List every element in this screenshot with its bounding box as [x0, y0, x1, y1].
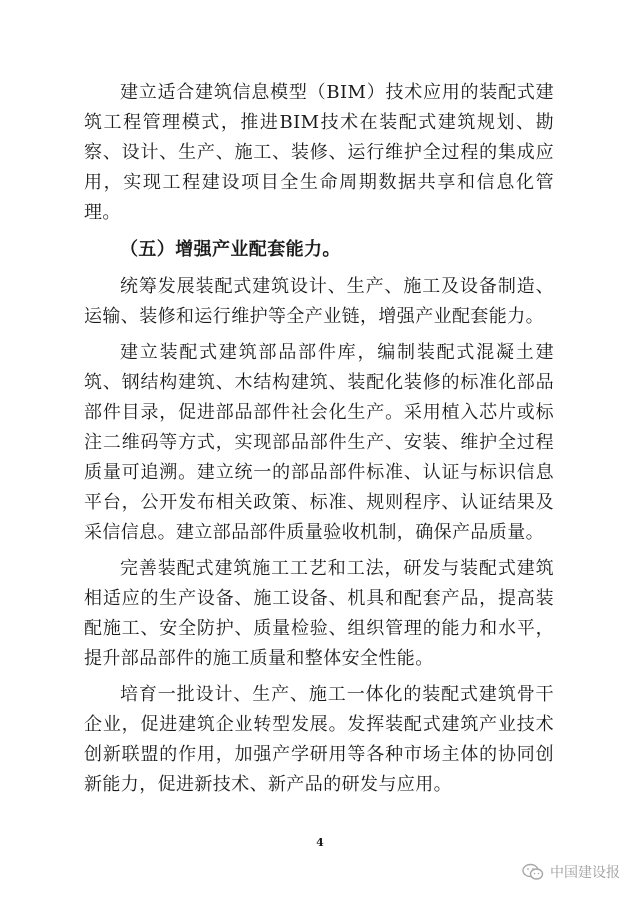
wechat-icon [522, 863, 544, 881]
paragraph-bim-management: 建立适合建筑信息模型（BIM）技术应用的装配式建筑工程管理模式，推进BIM技术在装配式建筑规划、勘察、设计、生产、施工、装修、运行维护全过程的集成应用，实现工程建设项目全生命周期数据共享和信息化管理。 [84, 82, 554, 223]
paragraph-component-library: 建立装配式建筑部品部件库，编制装配式混凝土建筑、钢结构建筑、木结构建筑、装配化装修的标准化部品部件目录，促进部品部件社会化生产。采用植入芯片或标注二维码等方式，实现部品部件生产、安装、维护全过程质量可追溯。建立统一的部品部件标准、认证与标识信息平台，公开发布相关政策、标准、规则程序、认证结果及采信信息。建立部品部件质量验收机制，确保产品质量。 [84, 342, 554, 543]
document-body [84, 78, 554, 800]
paragraph-construction-process: 完善装配式建筑施工工艺和工法，研发与装配式建筑相适应的生产设备、施工设备、机具和配套产品，提高装配施工、安全防护、质量检验、组织管理的能力和水平，提升部品部件的施工质量和整体安全性能。 [84, 558, 554, 669]
watermark-text: 中国建设报 [550, 865, 620, 881]
source-watermark [522, 862, 620, 882]
page-number: 4 [316, 836, 324, 849]
paragraph-industry-chain: 统筹发展装配式建筑设计、生产、施工及设备制造、运输、装修和运行维护等全产业链，增强产业配套能力。 [84, 276, 554, 327]
paragraph-backbone-enterprises: 培育一批设计、生产、施工一体化的装配式建筑骨干企业，促进建筑企业转型发展。发挥装配式建筑产业技术创新联盟的作用，加强产学研用等各种市场主体的协同创新能力，促进新技术、新产品的研发与应用。 [84, 684, 554, 795]
section-heading-industry-support: （五）增强产业配套能力。 [120, 239, 341, 260]
